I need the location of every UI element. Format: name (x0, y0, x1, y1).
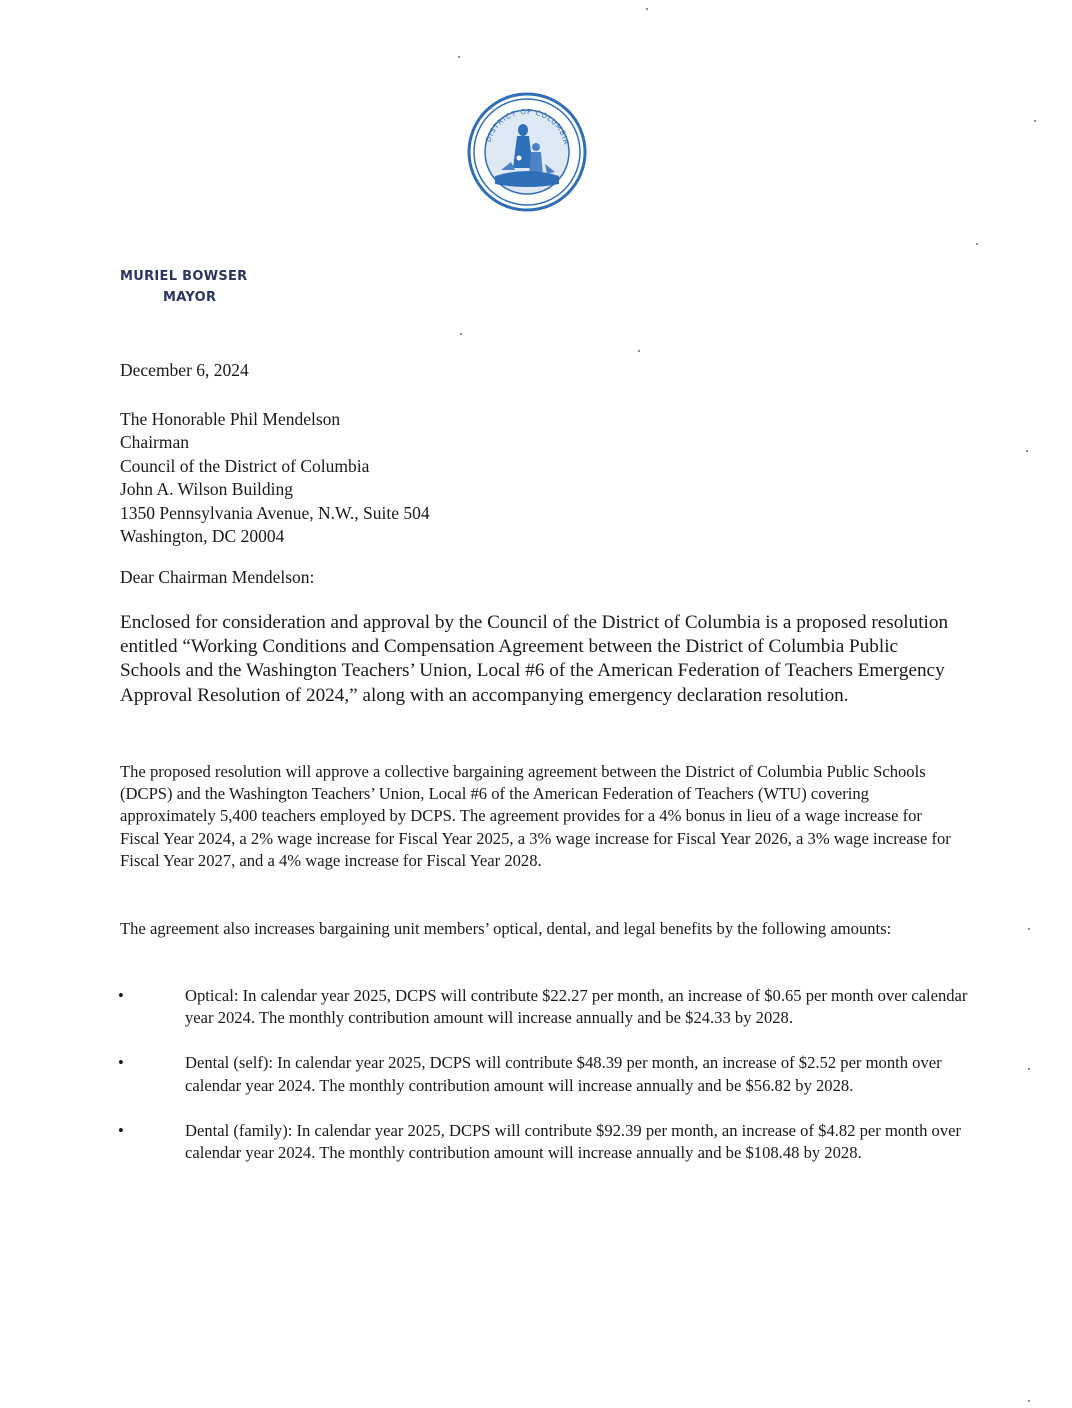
address-line: The Honorable Phil Mendelson (120, 409, 341, 429)
scan-speck (646, 8, 648, 10)
bullet-icon: • (118, 1120, 124, 1140)
scan-speck (458, 56, 460, 58)
mayor-title: MAYOR (163, 290, 217, 305)
benefits-list (118, 985, 968, 1187)
district-of-columbia-seal-icon (467, 92, 587, 212)
list-item-text: Optical: In calendar year 2025, DCPS will contribute $22.27 per month, an increase of $0.65 per month over calendar year 2024. The monthly contribution amount will increase annually and be $24.33 by 2028. (185, 986, 968, 1028)
mayor-name: MURIEL BOWSER (120, 269, 248, 284)
list-item-text: Dental (self): In calendar year 2025, DCPS will contribute $48.39 per month, an increase of $2.52 per month over calendar year 2024. The monthly contribution amount will increase annually and be $56.82 by 2028. (185, 1053, 942, 1095)
address-line: Council of the District of Columbia (120, 455, 370, 476)
scan-speck (638, 350, 640, 352)
mayor-block (120, 266, 247, 308)
bullet-icon: • (118, 1053, 124, 1073)
scan-speck (1026, 450, 1028, 452)
scan-speck (976, 243, 978, 245)
scan-speck (460, 333, 462, 335)
paragraph: The proposed resolution will approve a collective bargaining agreement between the District of Columbia Public Schools (DCPS) and the Washington Teachers’ Union, Local #6 of the American Federation of Teachers (WTU) covering approximately 5,400 teachers employed by DCPS. The agreement provides for a 4% bonus in lieu of a wage increase for Fiscal Year 2024, a 2% wage increase for Fiscal Year 2025, a 3% wage increase for Fiscal Year 2026, a 3% wage increase for Fiscal Year 2027, and a 4% wage increase for Fiscal Year 2028. (120, 762, 951, 870)
scan-speck (1028, 928, 1030, 930)
address-line: Washington, DC 20004 (120, 526, 285, 547)
scan-speck (1034, 120, 1036, 122)
scan-speck (1028, 1068, 1030, 1070)
paragraph: The agreement also increases bargaining unit members’ optical, dental, and legal benefits by the following amounts: (120, 919, 892, 938)
list-item (118, 1120, 968, 1164)
address-line: John A. Wilson Building (120, 479, 294, 500)
bullet-icon: • (118, 986, 124, 1005)
paragraph: Enclosed for consideration and approval by the Council of the District of Columbia is a proposed resolution entitled “Working Conditions and Compensation Agreement between the District of Columbia Public Schools and the Washington Teachers’ Union, Local #6 of the American Federation of Teachers Emergency Approval Resolution of 2024,” along with an accompanying emergency declaration resolution. (120, 612, 949, 706)
address-line: Chairman (120, 432, 190, 453)
salutation: Dear Chairman Mendelson: (120, 567, 315, 587)
svg-text:DISTRICT OF COLUMBIA: DISTRICT OF COLUMBIA (484, 107, 571, 147)
list-item-text: Dental (family): In calendar year 2025, DCPS will contribute $92.39 per month, an increase of $4.82 per month over calendar year 2024. The monthly contribution amount will increase annually and be $108.48 by 2028. (185, 1120, 962, 1163)
letter-date: December 6, 2024 (120, 360, 249, 380)
scan-speck (1028, 1400, 1030, 1402)
recipient-address (120, 408, 955, 548)
list-item (118, 985, 968, 1029)
address-line: 1350 Pennsylvania Avenue, N.W., Suite 504 (120, 502, 430, 523)
list-item (118, 1052, 968, 1096)
